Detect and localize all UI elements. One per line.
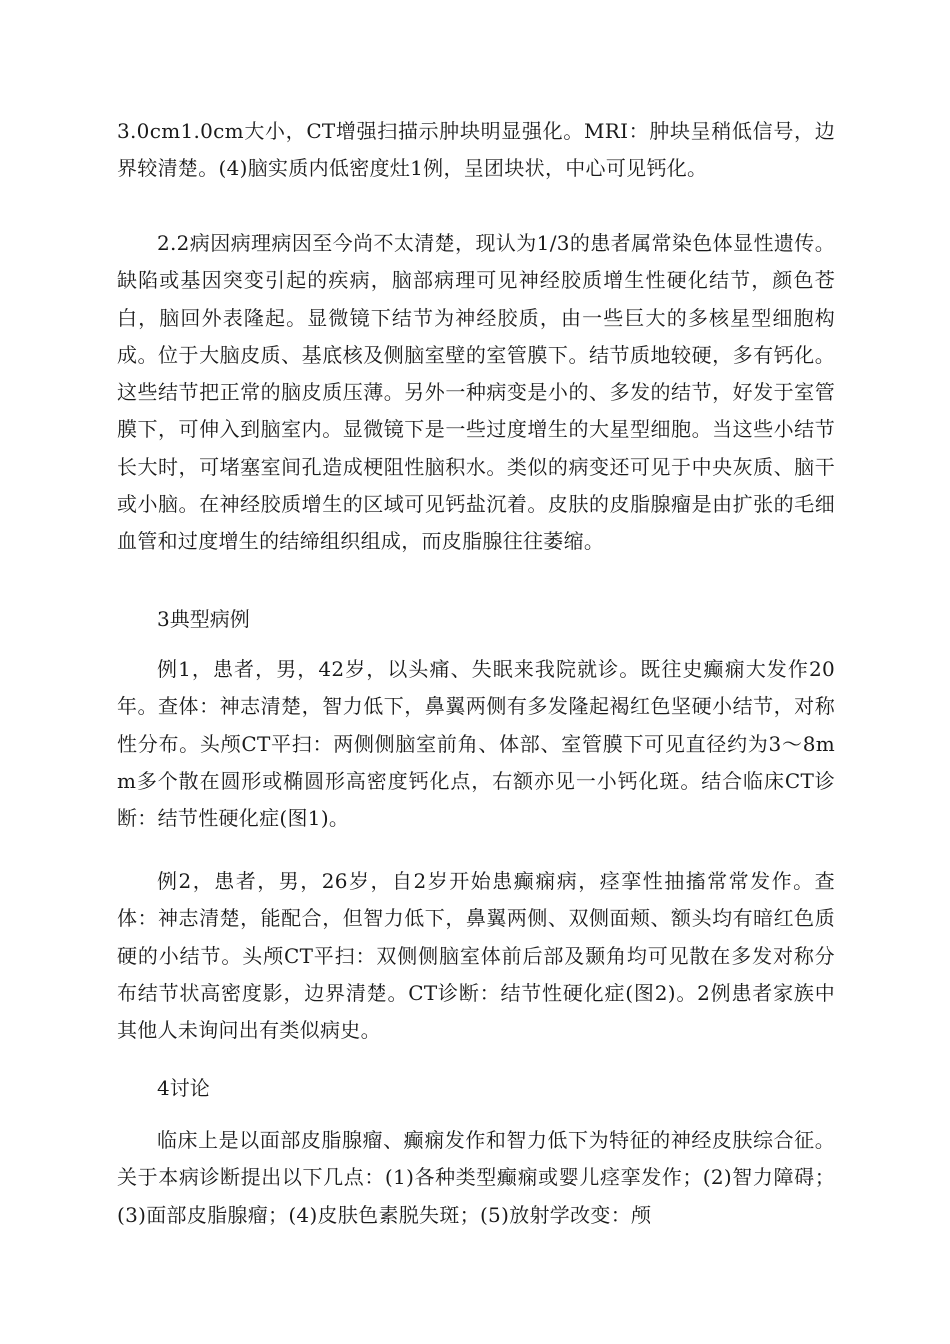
section-heading-typical-cases: 3典型病例 [157,607,250,631]
section-heading-discussion: 4讨论 [157,1076,210,1100]
paragraph-etiology-pathology: 2.2病因病理病因至今尚不太清楚，现认为1/3的患者属常染色体显性遗传。缺陷或基因突变引起的疾病，脑部病理可见神经胶质增生性硬化结节，颜色苍白，脑回外表隆起。显微镜下结节为神经胶质，由一些巨大的多核星型细胞构成。位于大脑皮质、基底核及侧脑室壁的室管膜下。结节质地较硬，多有钙化。这些结节把正常的脑皮质压薄。另外一种病变是小的、多发的结节，好发于室管膜下，可伸入到脑室内。显微镜下是一些过度增生的大星型细胞。当这些小结节长大时，可堵塞室间孔造成梗阻性脑积水。类似的病变还可见于中央灰质、脑干或小脑。在神经胶质增生的区域可见钙盐沉着。皮肤的皮脂腺瘤是由扩张的毛细血管和过度增生的结缔组织组成，而皮脂腺往往萎缩。 [117,231,835,554]
paragraph-mri-findings: 3.0cm1.0cm大小，CT增强扫描示肿块明显强化。MRI：肿块呈稍低信号，边界较清楚。(4)脑实质内低密度灶1例，呈团块状，中心可见钙化。 [117,119,835,181]
paragraph-discussion: 临床上是以面部皮脂腺瘤、癫痫发作和智力低下为特征的神经皮肤综合征。关于本病诊断提出以下几点：(1)各种类型癫痫或婴儿痉挛发作；(2)智力障碍；(3)面部皮脂腺瘤；(4)皮肤色素脱失斑；(5)放射学改变：颅 [117,1128,835,1227]
paragraph-case-2: 例2，患者，男，26岁，自2岁开始患癫痫病，痉挛性抽搐常常发作。查体：神志清楚，能配合，但智力低下，鼻翼两侧、双侧面颊、额头均有暗红色质硬的小结节。头颅CT平扫：双侧侧脑室体前后部及颞角均可见散在多发对称分布结节状高密度影，边界清楚。CT诊断：结节性硬化症(图2)。2例患者家族中其他人未询问出有类似病史。 [117,869,835,1043]
paragraph-case-1: 例1，患者，男，42岁，以头痛、失眠来我院就诊。既往史癫痫大发作20年。查体：神志清楚，智力低下，鼻翼两侧有多发隆起褐红色坚硬小结节，对称性分布。头颅CT平扫：两侧侧脑室前角、体部、室管膜下可见直径约为3～8mm多个散在圆形或椭圆形高密度钙化点，右额亦见一小钙化斑。结合临床CT诊断：结节性硬化症(图1)。 [117,657,835,831]
